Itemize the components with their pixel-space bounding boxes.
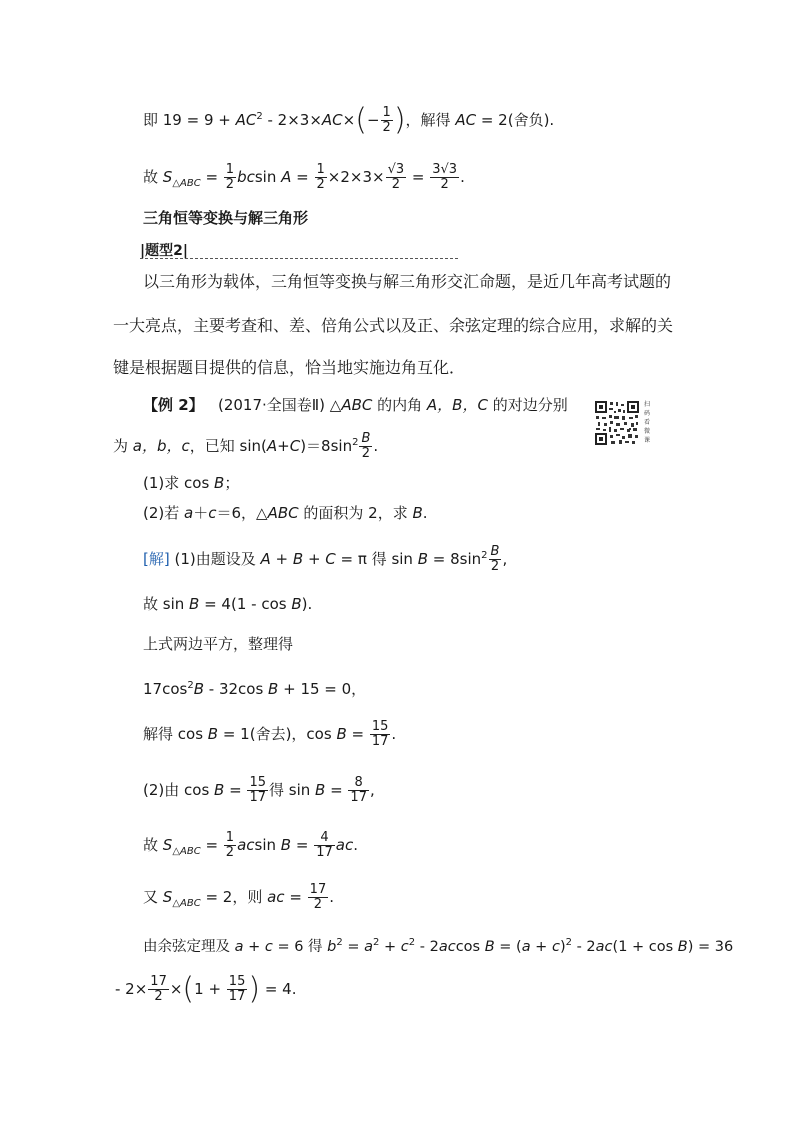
- qr-label: 扫码看微课: [644, 401, 651, 444]
- text: 由余弦定理及: [143, 939, 235, 955]
- text: 得 sin: [268, 781, 316, 799]
- question-2: [143, 503, 428, 523]
- text: ).: [301, 595, 313, 613]
- fraction: [315, 163, 327, 192]
- text: ac: [237, 836, 255, 854]
- text: ac: [438, 939, 456, 955]
- text: sin: [254, 168, 282, 186]
- numerator: 17: [309, 882, 327, 897]
- text: .: [329, 888, 334, 906]
- denominator: 2: [382, 120, 391, 135]
- equation-line-1: [143, 102, 555, 138]
- paren: (: [355, 102, 367, 138]
- solution-line-2: [143, 594, 312, 614]
- text: ,: [369, 781, 375, 799]
- text: 故 sin: [143, 595, 190, 613]
- text: B: [214, 781, 225, 799]
- text: c: [400, 939, 409, 955]
- text: 2: [408, 937, 416, 948]
- text: B: [280, 836, 292, 854]
- text: ＝6，△: [216, 504, 268, 522]
- qr-code[interactable]: [594, 400, 656, 452]
- text: −: [366, 111, 380, 129]
- text: S: [162, 888, 173, 906]
- fraction: [430, 163, 459, 192]
- denominator: 2: [316, 177, 325, 192]
- text: (2)由 cos: [143, 781, 215, 799]
- text: =: [284, 888, 307, 906]
- numerator: 15: [249, 775, 266, 790]
- numerator: 3√3: [432, 162, 458, 177]
- para-line-3: 键是根据题目提供的信息，恰当地实施边角互化．: [113, 358, 466, 377]
- denominator: 17: [228, 989, 246, 1004]
- text: 的内角: [372, 396, 427, 414]
- text: 2: [187, 680, 194, 691]
- solution-line-3: 上式两边平方，整理得: [143, 635, 294, 653]
- numerator: 4: [314, 831, 335, 846]
- text: =: [200, 168, 223, 186]
- text: .: [391, 725, 397, 743]
- denominator: 2: [391, 177, 400, 192]
- text: C: [325, 550, 336, 568]
- text: =: [200, 836, 223, 854]
- text: = 8sin: [428, 550, 482, 568]
- text: 2: [256, 111, 263, 122]
- text: - 2: [571, 939, 596, 955]
- numerator: 15: [371, 719, 389, 734]
- fraction: [489, 545, 502, 574]
- text: = 2，则: [200, 888, 268, 906]
- text: ，解得: [405, 111, 456, 129]
- text: a: [234, 939, 244, 955]
- text: (1)由题设及: [169, 550, 261, 568]
- text: =: [224, 781, 247, 799]
- numerator: 1: [316, 162, 325, 177]
- text: = 6 得: [272, 939, 328, 955]
- fraction: [148, 975, 169, 1004]
- fraction: [348, 776, 369, 805]
- text: =: [342, 939, 365, 955]
- qr-code-icon: [594, 400, 640, 446]
- text: 17cos: [143, 680, 188, 698]
- text: +: [530, 939, 552, 955]
- solution-line-5: [143, 720, 396, 749]
- denominator: 2: [361, 446, 371, 461]
- text: ；: [224, 474, 240, 492]
- denominator: 17: [371, 734, 389, 749]
- text: B: [268, 680, 279, 698]
- text: (2017·全国卷Ⅱ) △: [217, 396, 342, 414]
- text: = π 得 sin: [335, 550, 418, 568]
- numerator: 1: [225, 162, 235, 177]
- text: ) = 36: [687, 939, 734, 955]
- text: = 4.: [260, 980, 297, 998]
- text: 2: [373, 937, 380, 948]
- paren: (: [182, 971, 195, 1007]
- text: - 32cos: [204, 680, 269, 698]
- fraction: [227, 975, 248, 1004]
- text: △ABC: [172, 178, 201, 189]
- text: )＝8sin: [300, 437, 353, 455]
- text: 2: [481, 550, 488, 561]
- text: ): [559, 939, 566, 955]
- example-line-1: [143, 395, 568, 415]
- text: =: [346, 725, 369, 743]
- text: sin: [254, 836, 281, 854]
- solution-line-9: [143, 933, 733, 957]
- fraction: [247, 776, 268, 805]
- text: (1 + cos: [612, 939, 678, 955]
- text: ac: [595, 939, 613, 955]
- text: 又: [143, 888, 163, 906]
- denominator: 17: [316, 845, 333, 860]
- denominator: 17: [249, 790, 266, 805]
- text: 2: [565, 937, 572, 948]
- text: ×: [169, 980, 183, 998]
- text: ,: [502, 550, 508, 568]
- text: B: [336, 725, 347, 743]
- text: a: [364, 939, 374, 955]
- solution-line-8: [143, 883, 334, 914]
- text: =: [407, 168, 430, 186]
- example-line-2: [113, 432, 378, 461]
- numerator: 8: [348, 776, 369, 791]
- text: ＋: [193, 504, 209, 522]
- fraction: [381, 106, 393, 135]
- paren: ): [248, 971, 261, 1007]
- text: .: [373, 437, 379, 455]
- example-label: 【例 2】: [143, 396, 204, 414]
- equation-line-2: [143, 163, 465, 194]
- text: - 2×: [115, 980, 148, 998]
- text: ，已知 sin(: [189, 437, 267, 455]
- dashed-divider: [140, 258, 458, 259]
- text: ac: [335, 836, 354, 854]
- text: B: [189, 595, 200, 613]
- text: a: [521, 939, 531, 955]
- fraction: [224, 163, 236, 192]
- text: a: [184, 504, 194, 522]
- text: B: [412, 504, 423, 522]
- text: cos: [455, 939, 485, 955]
- text: ABC: [341, 396, 373, 414]
- numerator: B: [490, 544, 500, 559]
- fraction: [314, 831, 335, 860]
- text: b: [327, 939, 337, 955]
- text: S: [162, 836, 173, 854]
- text: ×: [342, 111, 356, 129]
- text: .: [353, 836, 358, 854]
- text: 的面积为 2，求: [298, 504, 413, 522]
- text: A: [260, 550, 271, 568]
- text: B: [193, 680, 204, 698]
- text: +: [277, 437, 290, 455]
- text: B: [214, 474, 225, 492]
- text: =: [291, 836, 314, 854]
- text: 2: [336, 937, 343, 948]
- text: A，B，C: [426, 396, 488, 414]
- numerator: √3: [387, 162, 405, 177]
- text: B: [292, 550, 304, 568]
- text: C: [289, 437, 301, 455]
- text: B: [315, 781, 326, 799]
- solution-line-7: [143, 831, 358, 862]
- text: 解得 cos: [143, 725, 208, 743]
- text: 1 +: [194, 980, 226, 998]
- numerator: 1: [225, 830, 235, 845]
- denominator: 2: [313, 897, 323, 912]
- text: + 15 = 0，: [278, 680, 367, 698]
- solution-line-1: [143, 545, 507, 574]
- text: 故: [143, 836, 163, 854]
- text: bc: [237, 168, 255, 186]
- text: +: [303, 550, 326, 568]
- text: AC: [235, 111, 257, 129]
- text: A: [266, 437, 278, 455]
- text: △ABC: [172, 846, 201, 857]
- para-line-2: 一大亮点，主要考查和、差、倍角公式以及正、余弦定理的综合应用，求解的关: [113, 316, 674, 335]
- text: = 4(1 - cos: [199, 595, 292, 613]
- text: =: [325, 781, 348, 799]
- text: (2)若: [143, 504, 185, 522]
- text: = (: [494, 939, 522, 955]
- numerator: 1: [382, 105, 391, 120]
- text: - 2: [415, 939, 439, 955]
- solution-line-4: [143, 676, 366, 699]
- fraction: [386, 163, 407, 192]
- text: - 2×3×: [262, 111, 322, 129]
- text: = 2(舍负).: [476, 111, 555, 129]
- fraction: [308, 883, 329, 912]
- text: +: [270, 550, 293, 568]
- numerator: 15: [228, 974, 246, 989]
- text: a，b，c: [132, 437, 190, 455]
- text: B: [677, 939, 688, 955]
- para-line-1: 以三角形为载体，三角恒等变换与解三角形交汇命题，是近几年高考试题的: [143, 272, 672, 291]
- text: S: [162, 168, 173, 186]
- denominator: 2: [154, 989, 163, 1004]
- text: 为: [113, 437, 133, 455]
- fraction: [224, 831, 236, 860]
- text: B: [417, 550, 429, 568]
- paren: ): [393, 102, 406, 138]
- text: = 1(舍去)，cos: [218, 725, 337, 743]
- text: .: [422, 504, 428, 522]
- denominator: 2: [490, 559, 500, 574]
- denominator: 2: [225, 845, 235, 860]
- numerator: 17: [150, 974, 167, 989]
- text: B: [207, 725, 219, 743]
- text: +: [243, 939, 265, 955]
- text: △ABC: [172, 898, 201, 909]
- text: c: [264, 939, 273, 955]
- text: A: [281, 168, 292, 186]
- text: 2: [352, 437, 359, 448]
- text: c: [551, 939, 560, 955]
- text: =: [291, 168, 314, 186]
- fraction: [370, 720, 391, 749]
- text: ABC: [267, 504, 299, 522]
- text: ac: [267, 888, 285, 906]
- text: AC: [321, 111, 343, 129]
- solution-label: [解]: [143, 550, 170, 568]
- denominator: 17: [350, 790, 367, 805]
- text: B: [291, 595, 302, 613]
- text: B: [484, 939, 495, 955]
- denominator: 2: [440, 177, 449, 192]
- text: AC: [455, 111, 477, 129]
- text: (1)求 cos: [143, 474, 215, 492]
- text: ×2×3×: [327, 168, 385, 186]
- denominator: 2: [225, 177, 235, 192]
- text: 故: [143, 168, 163, 186]
- text: .: [460, 168, 465, 186]
- section-heading: 三角恒等变换与解三角形: [143, 209, 309, 227]
- fraction: [359, 432, 372, 461]
- text: +: [379, 939, 401, 955]
- question-1: [143, 473, 239, 493]
- numerator: B: [361, 431, 371, 446]
- solution-line-6: [143, 776, 375, 805]
- solution-line-10: [115, 971, 297, 1007]
- text: c: [208, 504, 217, 522]
- text: 的对边分别: [487, 396, 568, 414]
- question-type-tag: |题型2|: [140, 243, 188, 259]
- text: 即 19 = 9 +: [143, 111, 236, 129]
